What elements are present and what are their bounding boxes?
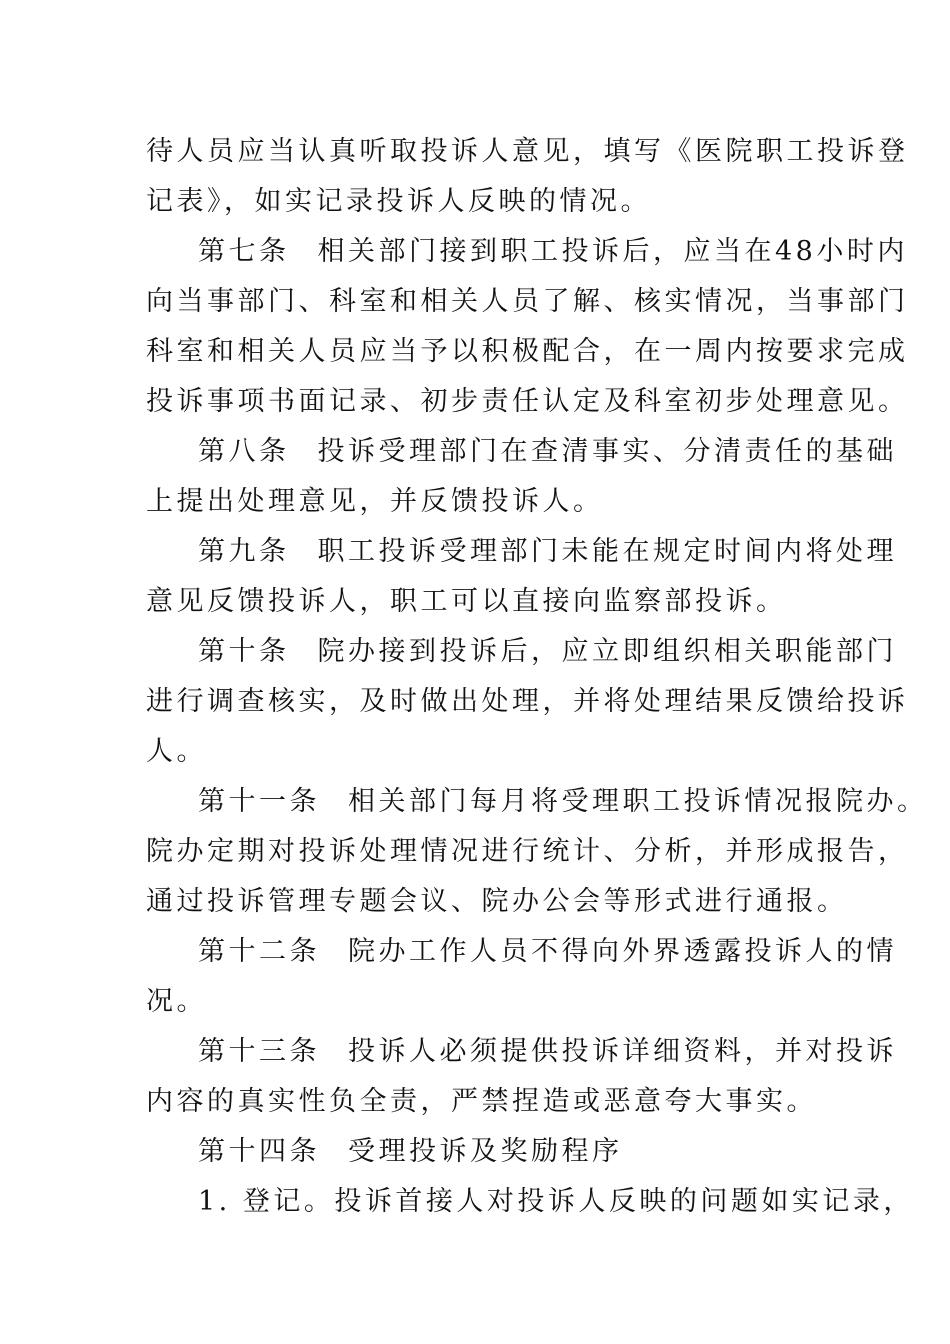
item-text: 登记。投诉首接人对投诉人反映的问题如实记录， xyxy=(242,1186,914,1217)
article-heading: 第八条 xyxy=(198,436,290,467)
article-heading: 第七条 xyxy=(198,236,290,267)
text-line: 记表》，如实记录投诉人反映的情况。 xyxy=(146,186,651,217)
text-line: 进行调查核实，及时做出处理，并将处理结果反馈给投诉 xyxy=(146,686,909,717)
article-11 xyxy=(198,782,928,822)
article-text: 相关部门每月将受理职工投诉情况报院办。 xyxy=(348,786,928,817)
text-line: 投诉事项书面记录、初步责任认定及科室初步处理意见。 xyxy=(146,386,909,417)
text-line: 向当事部门、科室和相关人员了解、核实情况，当事部门 xyxy=(146,286,909,317)
text-line: 科室和相关人员应当予以积极配合，在一周内按要求完成 xyxy=(146,336,909,367)
article-7 xyxy=(198,232,908,272)
text-line: 通过投诉管理专题会议、院办公会等形式进行通报。 xyxy=(146,886,848,917)
article-9 xyxy=(198,532,897,572)
article-heading: 第九条 xyxy=(198,536,290,567)
article-heading: 第十一条 xyxy=(198,786,320,817)
article-10 xyxy=(198,632,897,672)
text-line: 院办定期对投诉处理情况进行统计、分析，并形成报告， xyxy=(146,836,909,867)
article-14 xyxy=(198,1132,623,1172)
item-number: 1. xyxy=(198,1186,231,1217)
article-text: 院办工作人员不得向外界透露投诉人的情 xyxy=(348,936,897,967)
article-text: 投诉受理部门在查清事实、分清责任的基础 xyxy=(317,436,897,467)
text-line: 人。 xyxy=(146,736,207,767)
article-8 xyxy=(198,432,897,472)
text-line: 况。 xyxy=(146,986,207,1017)
article-heading: 第十四条 xyxy=(198,1136,320,1167)
article-heading: 第十条 xyxy=(198,636,290,667)
article-text: 投诉人必须提供投诉详细资料，并对投诉 xyxy=(348,1036,897,1067)
text-line: 内容的真实性负全责，严禁捏造或恶意夸大事实。 xyxy=(146,1086,817,1117)
article-heading: 第十二条 xyxy=(198,936,320,967)
article-text: 相关部门接到职工投诉后，应当在48小时内 xyxy=(317,236,908,267)
text-line: 待人员应当认真听取投诉人意见，填写《医院职工投诉登 xyxy=(146,136,909,167)
article-text: 院办接到投诉后，应立即组织相关职能部门 xyxy=(317,636,897,667)
article-text: 受理投诉及奖励程序 xyxy=(348,1136,623,1167)
article-12 xyxy=(198,932,897,972)
text-line: 意见反馈投诉人，职工可以直接向监察部投诉。 xyxy=(146,586,787,617)
article-heading: 第十三条 xyxy=(198,1036,320,1067)
article-13 xyxy=(198,1032,897,1072)
list-item xyxy=(198,1182,914,1222)
text-line: 上提出处理意见，并反馈投诉人。 xyxy=(146,486,604,517)
article-text: 职工投诉受理部门未能在规定时间内将处理 xyxy=(317,536,897,567)
